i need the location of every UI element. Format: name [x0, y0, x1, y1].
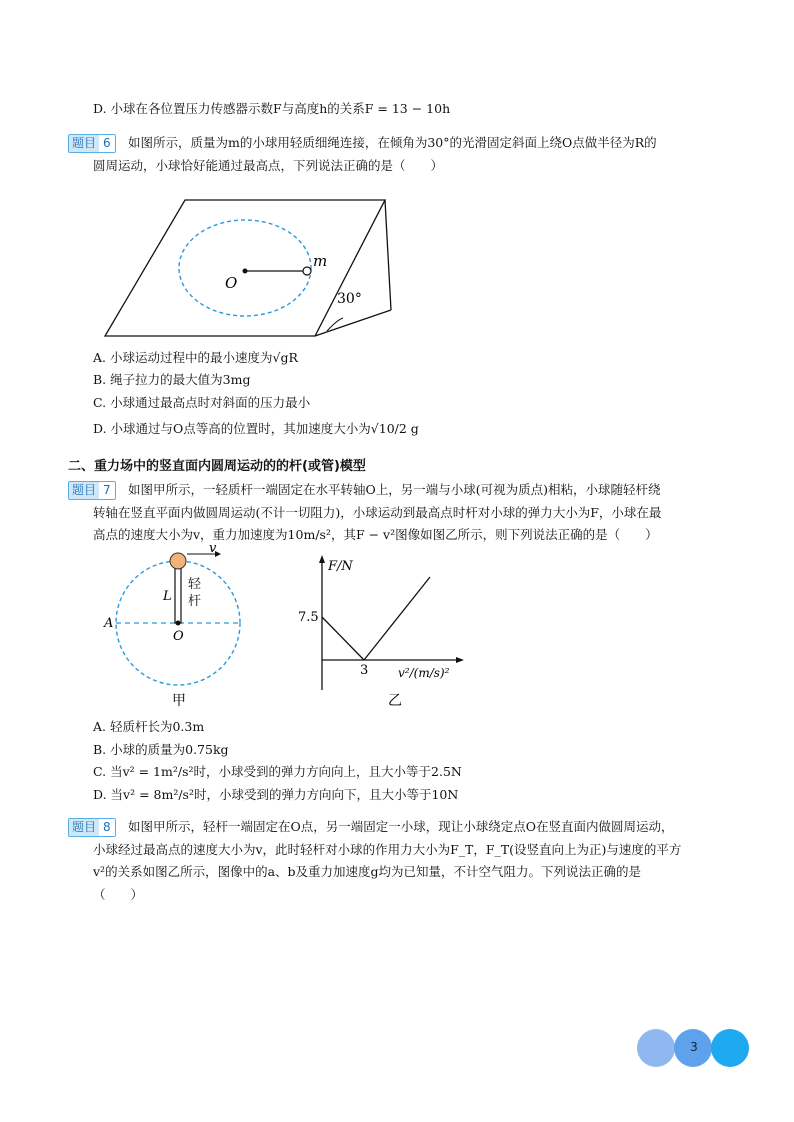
caption-jia: 甲	[172, 693, 186, 709]
q7-tag-number: 7	[99, 482, 115, 499]
q6-option-c: C. 小球通过最高点时对斜面的压力最小	[93, 395, 311, 410]
x-tick-label: 3	[360, 663, 369, 678]
prev-option-d: D. 小球在各位置压力传感器示数F与高度h的关系F = 13 − 10h	[93, 101, 451, 116]
page-circle-left	[637, 1029, 675, 1067]
q8-stem-line1: 如图甲所示，轻杆一端固定在O点，另一端固定一小球，现让小球绕定点O在竖直面内做圆周运动，	[128, 819, 674, 834]
label-O: O	[173, 629, 184, 644]
q6-stem-line2: 圆周运动，小球恰好能通过最高点，下列说法正确的是（ ）	[93, 158, 444, 173]
q8-stem-line2: 小球经过最高点的速度大小为v，此时轻杆对小球的作用力大小为F_T，F_T(设竖直向上为正)与速度的平方	[93, 842, 682, 857]
label-L: L	[163, 589, 172, 604]
label-v: v	[209, 545, 217, 556]
graph-line-rising	[364, 577, 430, 660]
q6-tag	[68, 134, 116, 153]
q6-option-a: A. 小球运动过程中的最小速度为√gR	[93, 350, 298, 365]
q7-figure-jia	[100, 545, 260, 715]
graph-line-falling	[322, 617, 364, 660]
q7-tag	[68, 481, 116, 500]
section-heading: 二、重力场中的竖直面内圆周运动的的杆(或管)模型	[68, 459, 366, 474]
label-O: O	[225, 274, 238, 292]
q7-stem-line1: 如图甲所示，一轻质杆一端固定在水平转轴O上，另一端与小球(可视为质点)相粘，小球随轻杆绕	[128, 482, 661, 497]
caption-yi: 乙	[388, 693, 402, 709]
q8-tag-number: 8	[99, 819, 115, 836]
q6-incline-figure	[95, 190, 400, 345]
q7-option-a: A. 轻质杆长为0.3m	[93, 719, 205, 734]
label-A: A	[104, 616, 114, 631]
circular-path	[179, 220, 311, 316]
q7-figure-yi	[290, 555, 470, 715]
center-point-O	[243, 269, 248, 274]
q8-stem-line3: v²的关系如图乙所示，图像中的a、b及重力加速度g均为已知量，不计空气阻力。下列说法正确的是	[93, 864, 642, 879]
q7-stem-line3: 高点的速度大小为v，重力加速度为10m/s²，其F − v²图像如图乙所示，则下列说法正确的是（ ）	[93, 527, 658, 542]
q7-option-b: B. 小球的质量为0.75kg	[93, 742, 229, 757]
x-axis-arrow	[456, 657, 464, 663]
q6-option-b: B. 绳子拉力的最大值为3mg	[93, 372, 251, 387]
y-axis-label: F/N	[328, 559, 353, 574]
incline-side-edge	[385, 200, 391, 310]
q7-stem-line2: 转轴在竖直平面内做圆周运动(不计一切阻力)，小球运动到最高点时杆对小球的弹力大小为F，小球在最	[93, 505, 662, 520]
x-axis-label: v²/(m/s)²	[398, 666, 450, 680]
rod-label: 轻杆	[188, 577, 202, 609]
pivot-O	[176, 621, 181, 626]
q7-option-c: C. 当v² = 1m²/s²时，小球受到的弹力方向向上，且大小等于2.5N	[93, 764, 462, 779]
y-axis-arrow	[319, 555, 325, 563]
q6-tag-label: 题目	[69, 135, 99, 152]
q6-tag-number: 6	[99, 135, 115, 152]
ball-m	[303, 267, 311, 275]
ball	[170, 553, 186, 569]
q8-tag-label: 题目	[69, 819, 99, 836]
q8-stem-line4: （ ）	[93, 887, 144, 902]
light-rod	[175, 565, 181, 623]
page-circle-right	[711, 1029, 749, 1067]
label-m: m	[313, 252, 328, 270]
q7-option-d: D. 当v² = 8m²/s²时，小球受到的弹力方向向下，且大小等于10N	[93, 787, 459, 802]
q6-option-d: D. 小球通过与O点等高的位置时，其加速度大小为√10/2 g	[93, 421, 419, 436]
q8-tag	[68, 818, 116, 837]
q6-stem-line1: 如图所示，质量为m的小球用轻质细绳连接，在倾角为30°的光滑固定斜面上绕O点做半径为R的	[128, 135, 657, 150]
y-tick-label: 7.5	[298, 610, 319, 625]
page-number: 3	[690, 1040, 698, 1054]
label-angle: 30°	[337, 291, 362, 307]
q7-tag-label: 题目	[69, 482, 99, 499]
